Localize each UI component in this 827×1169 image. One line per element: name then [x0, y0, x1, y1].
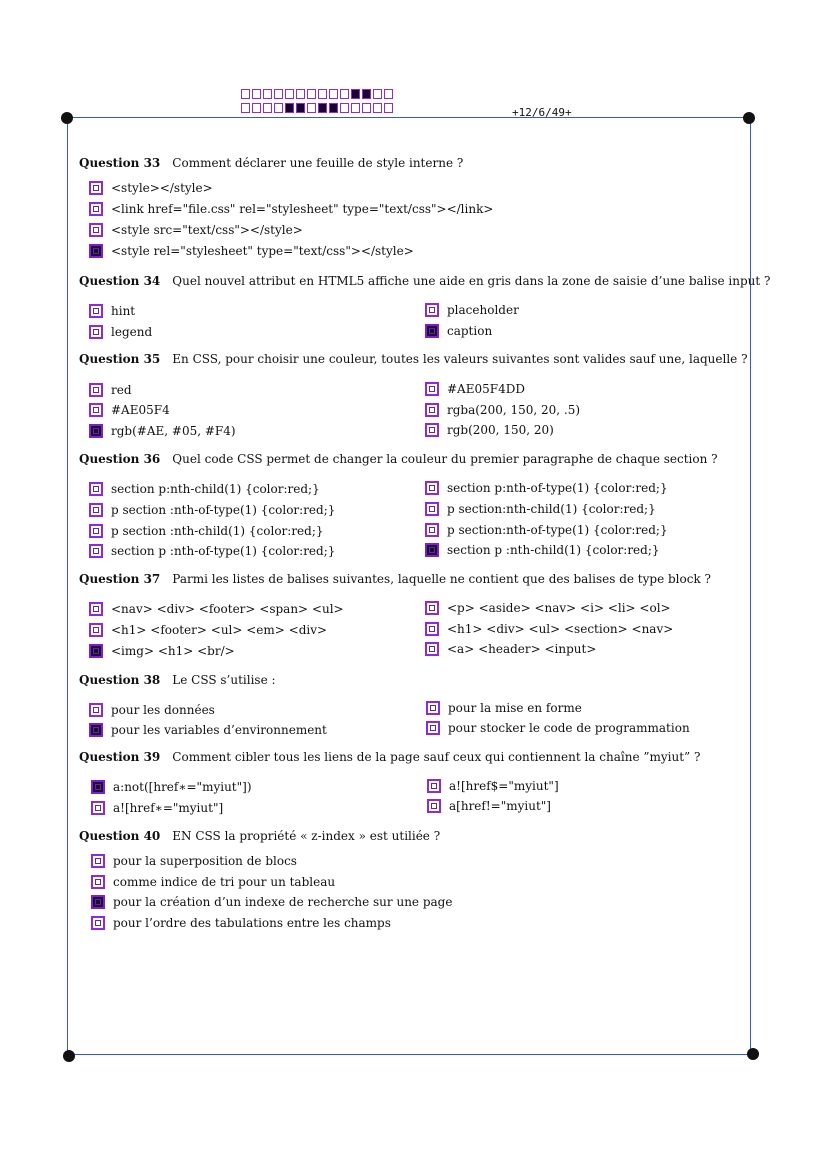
answer-label: hint: [111, 304, 136, 318]
answer-label: section p:nth-child(1) {color:red;}: [111, 482, 320, 496]
code-cell: [241, 89, 250, 99]
registration-mark-bottom-left: [63, 1050, 75, 1062]
answer-checkbox[interactable]: [426, 721, 440, 735]
code-cell: [329, 103, 338, 113]
answer-option[interactable]: [425, 622, 673, 636]
answer-checkbox[interactable]: [89, 325, 103, 339]
answer-checkbox[interactable]: [427, 799, 441, 813]
answer-option[interactable]: [89, 544, 335, 558]
answer-label: caption: [447, 324, 493, 338]
answer-label: <a> <header> <input>: [447, 642, 597, 656]
code-cell: [241, 103, 250, 113]
question-header: [79, 452, 718, 466]
question-number: Question 37: [79, 572, 161, 586]
registration-mark-bottom-right: [747, 1048, 759, 1060]
code-cell: [351, 89, 360, 99]
answer-option[interactable]: [89, 202, 493, 216]
answer-label: red: [111, 383, 132, 397]
answer-option[interactable]: [89, 723, 327, 737]
answer-checkbox[interactable]: [91, 801, 105, 815]
answer-checkbox[interactable]: [89, 223, 103, 237]
question-text: EN CSS la propriété « z-index » est utiliée ?: [172, 829, 441, 843]
answer-label: pour la mise en forme: [448, 701, 582, 715]
answer-checkbox[interactable]: [91, 895, 105, 909]
answer-label: #AE05F4DD: [447, 382, 525, 396]
answer-label: rgb(#AE, #05, #F4): [111, 424, 236, 438]
answer-checkbox[interactable]: [425, 382, 439, 396]
answer-checkbox[interactable]: [91, 916, 105, 930]
answer-option[interactable]: [425, 502, 656, 516]
answer-option[interactable]: [425, 601, 671, 615]
answer-label: section p :nth-of-type(1) {color:red;}: [111, 544, 336, 558]
code-cell: [285, 89, 294, 99]
answer-label: #AE05F4: [111, 403, 170, 417]
code-cell: [307, 103, 316, 113]
answer-option[interactable]: [89, 524, 324, 538]
answer-checkbox[interactable]: [89, 623, 103, 637]
answer-checkbox[interactable]: [425, 523, 439, 537]
answer-checkbox[interactable]: [425, 543, 439, 557]
answer-label: pour les variables d’environnement: [111, 723, 327, 737]
answer-option[interactable]: [89, 181, 213, 195]
code-cell: [263, 89, 272, 99]
question-text: Parmi les listes de balises suivantes, laquelle ne contient que des balises de type block ?: [172, 572, 711, 586]
answer-checkbox[interactable]: [425, 324, 439, 338]
question-number: Question 35: [79, 352, 161, 366]
code-cell: [340, 103, 349, 113]
code-cell: [296, 89, 305, 99]
question-number: Question 34: [79, 274, 161, 288]
answer-checkbox[interactable]: [425, 403, 439, 417]
answer-checkbox[interactable]: [427, 779, 441, 793]
code-cell: [263, 103, 272, 113]
answer-option[interactable]: [91, 875, 335, 889]
answer-label: pour les données: [111, 703, 215, 717]
answer-label: pour stocker le code de programmation: [448, 721, 690, 735]
question-text: Comment cibler tous les liens de la page sauf ceux qui contiennent la chaîne ”myiut” ?: [172, 750, 701, 764]
question-header: [79, 673, 276, 687]
answer-label: legend: [111, 325, 153, 339]
answer-label: p section :nth-of-type(1) {color:red;}: [111, 503, 336, 517]
corner-code-row-1: [241, 89, 393, 99]
question-header: [79, 274, 770, 288]
question-number: Question 38: [79, 673, 161, 687]
question-header: [79, 352, 748, 366]
question-header: [79, 829, 440, 843]
answer-label: a![href$="myiut"]: [449, 779, 559, 793]
answer-checkbox[interactable]: [89, 304, 103, 318]
answer-option[interactable]: [89, 424, 236, 438]
answer-checkbox[interactable]: [89, 723, 103, 737]
answer-label: rgb(200, 150, 20): [447, 423, 554, 437]
answer-checkbox[interactable]: [89, 244, 103, 258]
question-text: En CSS, pour choisir une couleur, toutes les valeurs suivantes sont valides sauf une, laquelle ?: [172, 352, 748, 366]
answer-label: pour la superposition de blocs: [113, 854, 297, 868]
answer-label: section p:nth-of-type(1) {color:red;}: [447, 481, 668, 495]
code-cell: [362, 103, 371, 113]
answer-label: a:not([href∗="myiut"]): [113, 780, 252, 794]
answer-checkbox[interactable]: [425, 642, 439, 656]
answer-label: <p> <aside> <nav> <i> <li> <ol>: [447, 601, 671, 615]
question-header: [79, 750, 700, 764]
answer-option[interactable]: [91, 780, 252, 794]
answer-label: <style rel="stylesheet" type="text/css"></style>: [111, 244, 414, 258]
answer-option[interactable]: [89, 304, 135, 318]
code-cell: [384, 103, 393, 113]
code-cell: [362, 89, 371, 99]
code-cell: [384, 89, 393, 99]
answer-option[interactable]: [89, 482, 320, 496]
code-cell: [318, 103, 327, 113]
answer-checkbox[interactable]: [425, 502, 439, 516]
answer-label: <h1> <footer> <ul> <em> <div>: [111, 623, 328, 637]
code-cell: [296, 103, 305, 113]
answer-option[interactable]: [425, 403, 580, 417]
answer-option[interactable]: [425, 324, 492, 338]
answer-label: <style></style>: [111, 181, 213, 195]
question-number: Question 33: [79, 156, 161, 170]
answer-checkbox[interactable]: [425, 622, 439, 636]
answer-label: <img> <h1> <br/>: [111, 644, 235, 658]
answer-option[interactable]: [89, 325, 152, 339]
answer-checkbox[interactable]: [89, 424, 103, 438]
answer-label: comme indice de tri pour un tableau: [113, 875, 336, 889]
answer-label: <nav> <div> <footer> <span> <ul>: [111, 602, 344, 616]
answer-option[interactable]: [425, 303, 519, 317]
answer-checkbox[interactable]: [89, 602, 103, 616]
answer-label: p section:nth-of-type(1) {color:red;}: [447, 523, 668, 537]
answer-option[interactable]: [89, 602, 344, 616]
answer-option[interactable]: [89, 623, 327, 637]
answer-option[interactable]: [425, 382, 525, 396]
code-cell: [329, 89, 338, 99]
registration-mark-top-left: [61, 112, 73, 124]
answer-label: <style src="text/css"></style>: [111, 223, 303, 237]
registration-mark-top-right: [743, 112, 755, 124]
answer-checkbox[interactable]: [425, 601, 439, 615]
answer-option[interactable]: [425, 642, 596, 656]
answer-checkbox[interactable]: [89, 544, 103, 558]
answer-label: <h1> <div> <ul> <section> <nav>: [447, 622, 674, 636]
question-text: Quel code CSS permet de changer la couleur du premier paragraphe de chaque section ?: [172, 452, 718, 466]
answer-option[interactable]: [426, 721, 690, 735]
answer-label: pour la création d’un indexe de recherche sur une page: [113, 895, 453, 909]
answer-checkbox[interactable]: [425, 303, 439, 317]
answer-checkbox[interactable]: [89, 503, 103, 517]
code-cell: [307, 89, 316, 99]
code-cell: [274, 103, 283, 113]
answer-checkbox[interactable]: [89, 383, 103, 397]
answer-checkbox[interactable]: [425, 481, 439, 495]
answer-option[interactable]: [427, 799, 551, 813]
answer-option[interactable]: [425, 543, 660, 557]
answer-option[interactable]: [89, 223, 303, 237]
answer-checkbox[interactable]: [89, 181, 103, 195]
answer-label: section p :nth-child(1) {color:red;}: [447, 543, 660, 557]
question-header: [79, 156, 463, 170]
answer-option[interactable]: [91, 895, 452, 909]
answer-option[interactable]: [426, 701, 582, 715]
answer-option[interactable]: [89, 644, 235, 658]
question-number: Question 39: [79, 750, 161, 764]
answer-option[interactable]: [91, 916, 391, 930]
answer-checkbox[interactable]: [89, 644, 103, 658]
code-cell: [373, 89, 382, 99]
answer-option[interactable]: [425, 423, 554, 437]
answer-label: a![href∗="myiut"]: [113, 801, 224, 815]
code-cell: [252, 103, 261, 113]
answer-checkbox[interactable]: [89, 524, 103, 538]
question-text: Comment déclarer une feuille de style interne ?: [172, 156, 464, 170]
answer-label: pour l’ordre des tabulations entre les champs: [113, 916, 391, 930]
answer-label: p section:nth-child(1) {color:red;}: [447, 502, 656, 516]
answer-checkbox[interactable]: [89, 703, 103, 717]
answer-option[interactable]: [425, 523, 668, 537]
question-number: Question 40: [79, 829, 161, 843]
answer-option[interactable]: [89, 503, 335, 517]
answer-checkbox[interactable]: [425, 423, 439, 437]
code-cell: [373, 103, 382, 113]
code-cell: [318, 89, 327, 99]
answer-checkbox[interactable]: [91, 854, 105, 868]
answer-option[interactable]: [91, 854, 297, 868]
answer-label: <link href="file.css" rel="stylesheet" type="text/css"></link>: [111, 202, 494, 216]
code-cell: [252, 89, 261, 99]
answer-checkbox[interactable]: [89, 403, 103, 417]
answer-option[interactable]: [89, 244, 414, 258]
corner-code-row-2: [241, 103, 393, 113]
answer-option[interactable]: [91, 801, 223, 815]
page-id: +12/6/49+: [512, 106, 572, 119]
answer-option[interactable]: [89, 383, 132, 397]
answer-checkbox[interactable]: [89, 202, 103, 216]
code-cell: [340, 89, 349, 99]
answer-checkbox[interactable]: [91, 875, 105, 889]
answer-label: a[href!="myiut"]: [449, 799, 551, 813]
code-cell: [285, 103, 294, 113]
answer-checkbox[interactable]: [91, 780, 105, 794]
answer-option[interactable]: [427, 779, 559, 793]
answer-label: rgba(200, 150, 20, .5): [447, 403, 581, 417]
question-header: [79, 572, 711, 586]
question-number: Question 36: [79, 452, 161, 466]
answer-option[interactable]: [89, 703, 215, 717]
question-text: Le CSS s’utilise :: [172, 673, 276, 687]
code-cell: [351, 103, 360, 113]
answer-checkbox[interactable]: [426, 701, 440, 715]
answer-option[interactable]: [89, 403, 170, 417]
answer-option[interactable]: [425, 481, 668, 495]
answer-label: placeholder: [447, 303, 519, 317]
question-text: Quel nouvel attribut en HTML5 affiche une aide en gris dans la zone de saisie d’une balise input ?: [172, 274, 771, 288]
answer-label: p section :nth-child(1) {color:red;}: [111, 524, 324, 538]
answer-checkbox[interactable]: [89, 482, 103, 496]
code-cell: [274, 89, 283, 99]
